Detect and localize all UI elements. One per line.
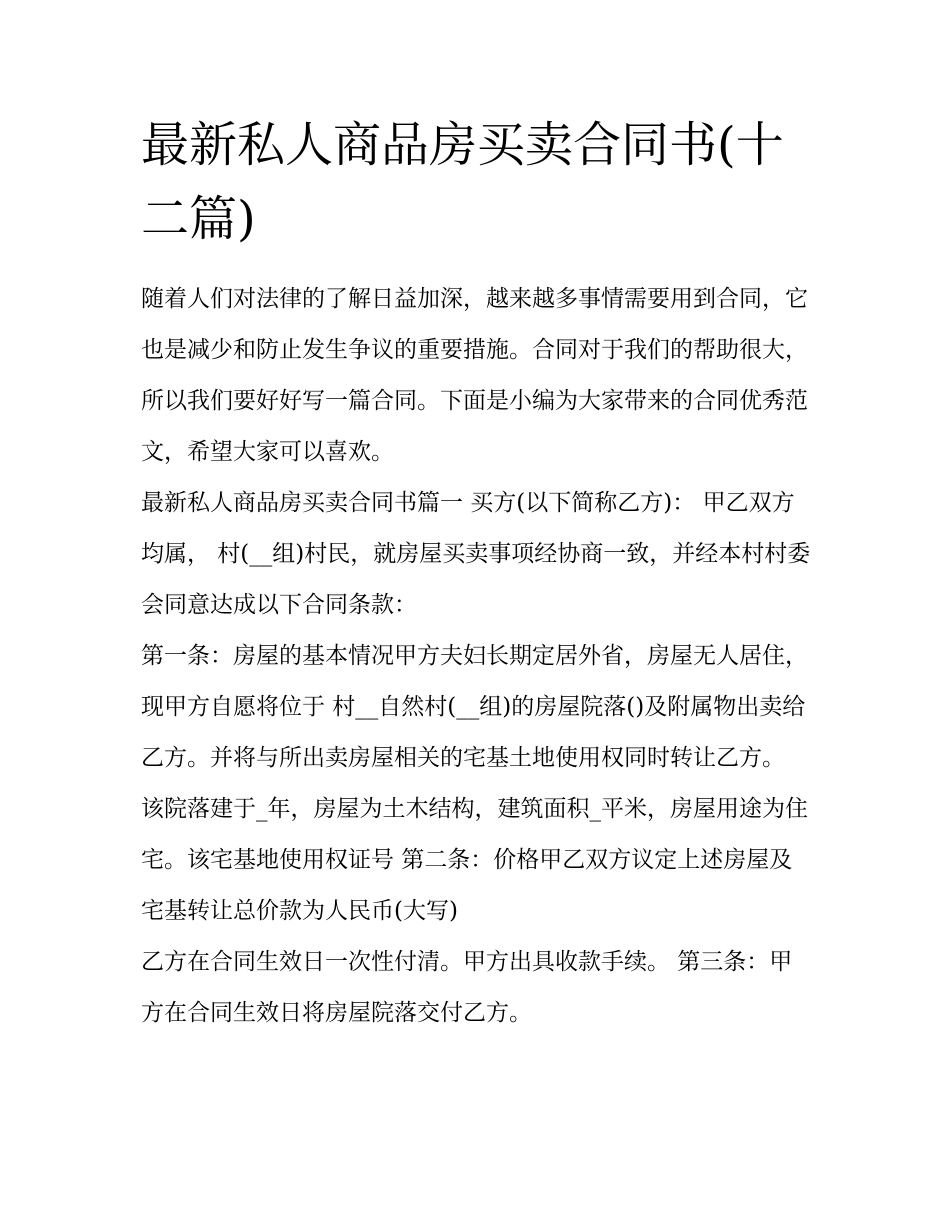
article-one-paragraph: 第一条：房屋的基本情况甲方夫妇长期定居外省，房屋无人居住，现甲方自愿将位于 村__自然村(__组)的房屋院落()及附属物出卖给乙方。并将与所出卖房屋相关的宅基土地使用权同时转让乙方。 [141,643,808,771]
courtyard-details-paragraph: 该院落建于_年，房屋为土木结构，建筑面积_平米，房屋用途为住宅。该宅基地使用权证号 第二条：价格甲乙双方议定上述房屋及宅基转让总价款为人民币(大写) [141,796,808,924]
contract-parties-paragraph: 最新私人商品房买卖合同书篇一 买方(以下简称乙方)： 甲乙双方均属， 村(__组)村民，就房屋买卖事项经协商一致，并经本村村委会同意达成以下合同条款： [141,490,811,618]
document-body [141,108,813,1039]
intro-paragraph: 随着人们对法律的了解日益加深，越来越多事情需要用到合同，它也是减少和防止发生争议的重要措施。合同对于我们的帮助很大，所以我们要好好写一篇合同。下面是小编为大家带来的合同优秀范文，希望大家可以喜欢。 [141,286,808,465]
payment-paragraph: 乙方在合同生效日一次性付清。甲方出具收款手续。 第三条：甲方在合同生效日将房屋院落交付乙方。 [141,949,793,1026]
document-title: 最新私人商品房买卖合同书(十二篇) [141,117,784,247]
